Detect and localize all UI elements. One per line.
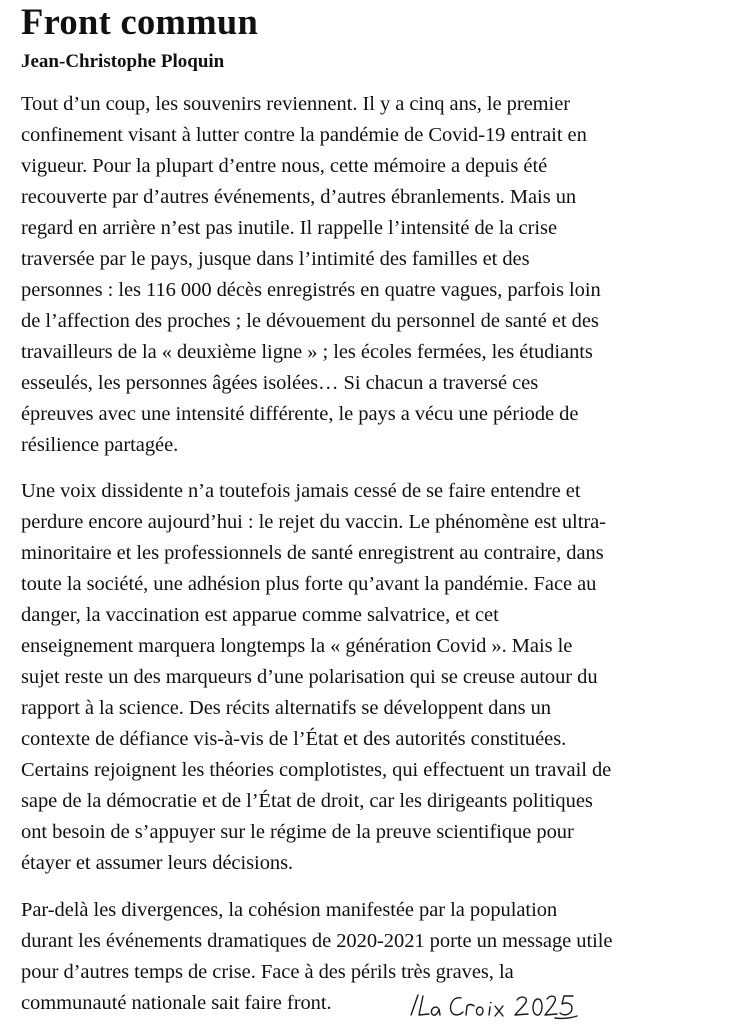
paragraph-line: de l’affection des proches ; le dévouement du personnel de santé et des xyxy=(21,310,599,332)
article-author: Jean-Christophe Ploquin xyxy=(21,51,225,72)
paragraph-line: regard en arrière n’est pas inutile. Il rappelle l’intensité de la crise xyxy=(21,217,557,239)
paragraph-line: danger, la vaccination est apparue comme salvatrice, et cet xyxy=(21,604,499,626)
paragraph-line: épreuves avec une intensité différente, le pays a vécu une période de xyxy=(21,403,579,425)
paragraph-line: esseulés, les personnes âgées isolées… Si chacun a traversé ces xyxy=(21,372,539,394)
handwritten-source-note xyxy=(405,984,585,1022)
paragraph-line: sujet reste un des marqueurs d’une polarisation qui se creuse autour du xyxy=(21,666,598,688)
paragraph-line: ont besoin de s’appuyer sur le régime de la preuve scientifique pour xyxy=(21,821,574,843)
paragraph-line: pour d’autres temps de crise. Face à des périls très graves, la xyxy=(21,961,514,983)
paragraph-2 xyxy=(21,476,721,879)
paragraph-line: enseignement marquera longtemps la « génération Covid ». Mais le xyxy=(21,635,573,657)
paragraph-line: travailleurs de la « deuxième ligne » ; les écoles fermées, les étudiants xyxy=(21,341,593,363)
paragraph-line: traversée par le pays, jusque dans l’intimité des familles et des xyxy=(21,248,530,270)
paragraph-line: personnes : les 116 000 décès enregistrés en quatre vagues, parfois loin xyxy=(21,279,601,301)
paragraph-line: contexte de défiance vis-à-vis de l’État et des autorités constituées. xyxy=(21,728,567,750)
paragraph-line: Par-delà les divergences, la cohésion manifestée par la population xyxy=(21,899,558,921)
paragraph-line: confinement visant à lutter contre la pandémie de Covid-19 entrait en xyxy=(21,124,587,146)
paragraph-line: toute la société, une adhésion plus forte qu’avant la pandémie. Face au xyxy=(21,573,597,595)
paragraph-line: résilience partagée. xyxy=(21,434,179,456)
paragraph-line: durant les événements dramatiques de 2020-2021 porte un message utile xyxy=(21,930,613,952)
paragraph-line: sape de la démocratie et de l’État de droit, car les dirigeants politiques xyxy=(21,790,593,812)
paragraph-1 xyxy=(21,89,721,461)
paragraph-line: communauté nationale sait faire front. xyxy=(21,992,332,1014)
paragraph-line: étayer et assumer leurs décisions. xyxy=(21,852,294,874)
article-title: Front commun xyxy=(21,1,259,42)
paragraph-line: vigueur. Pour la plupart d’entre nous, cette mémoire a depuis été xyxy=(21,155,548,177)
paragraph-line: Une voix dissidente n’a toutefois jamais cessé de se faire entendre et xyxy=(21,480,581,502)
paragraph-line: recouverte par d’autres événements, d’autres ébranlements. Mais un xyxy=(21,186,577,208)
paragraph-line: perdure encore aujourd’hui : le rejet du vaccin. Le phénomène est ultra- xyxy=(21,511,606,533)
paragraph-line: minoritaire et les professionnels de santé enregistrent au contraire, dans xyxy=(21,542,604,564)
paragraph-line: Certains rejoignent les théories complotistes, qui effectuent un travail de xyxy=(21,759,612,781)
paragraph-line: rapport à la science. Des récits alternatifs se développent dans un xyxy=(21,697,552,719)
paragraph-line: Tout d’un coup, les souvenirs reviennent. Il y a cinq ans, le premier xyxy=(21,93,571,115)
paragraph-3 xyxy=(21,895,721,1019)
